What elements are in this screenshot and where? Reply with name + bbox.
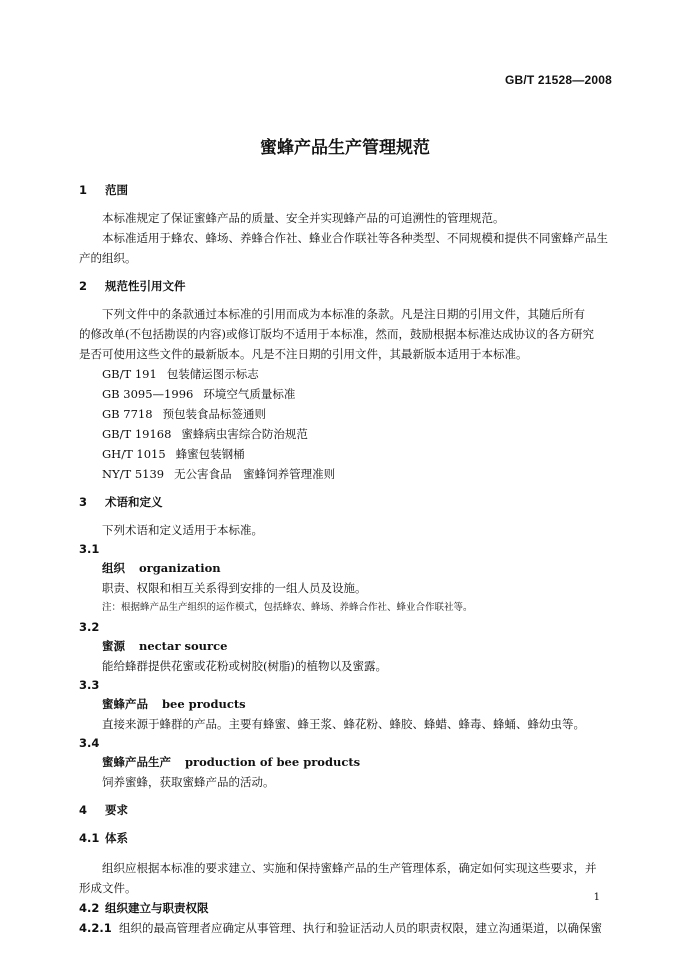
- reference-title: 蜜蜂病虫害综合防治规范: [181, 427, 308, 441]
- paragraph: 下列术语和定义适用于本标准。: [102, 523, 263, 537]
- term-en: bee products: [162, 697, 246, 711]
- section-number: 3: [79, 495, 88, 509]
- reference-item: [79, 424, 609, 444]
- document-code: GB/T 21528—2008: [504, 73, 612, 87]
- term-en: nectar source: [139, 639, 228, 653]
- paragraph: 本标准规定了保证蜜蜂产品的质量、安全并实现蜂产品的可追溯性的管理规范。: [102, 211, 505, 225]
- term-en: organization: [139, 561, 221, 575]
- section-2-heading: [79, 278, 609, 294]
- paragraph-continuation: 产的组织。: [79, 251, 137, 265]
- reference-title: 预包装食品标签通则: [162, 407, 267, 421]
- reference-code: GH/T 1015: [102, 447, 166, 461]
- term-name: [79, 558, 609, 578]
- subsection-title: 组织建立与职责权限: [105, 901, 209, 915]
- clause-number: 4.2.1: [79, 921, 112, 935]
- reference-code: GB 7718: [102, 407, 153, 421]
- section-number: 1: [79, 183, 88, 197]
- paragraph: 本标准适用于蜂农、蜂场、养蜂合作社、蜂业合作联社等各种类型、不同规模和提供不同蜜蜂产品生: [102, 231, 608, 245]
- reference-item: [79, 404, 609, 424]
- reference-title: 无公害食品 蜜蜂饲养管理准则: [174, 467, 336, 481]
- page-number: 1: [593, 892, 600, 903]
- paragraph-continuation: 是否可使用这些文件的最新版本。凡是不注日期的引用文件，其最新版本适用于本标准。: [79, 347, 528, 361]
- document-body: [79, 182, 609, 938]
- term-number: 3.2: [79, 620, 100, 634]
- subsection-number: 4.1: [79, 831, 100, 845]
- reference-code: GB/T 191: [102, 367, 157, 381]
- section-1-heading: [79, 182, 609, 198]
- subsection-4-2-heading: [79, 898, 609, 918]
- section-3-heading: [79, 494, 609, 510]
- reference-item: [79, 384, 609, 404]
- section-title: 规范性引用文件: [105, 279, 186, 293]
- section-number: 2: [79, 279, 88, 293]
- subsection-number: 4.2: [79, 901, 100, 915]
- clause-text: 组织的最高管理者应确定从事管理、执行和验证活动人员的职责权限，建立沟通渠道，以确保蜜: [119, 921, 602, 935]
- subsection-4-1-heading: [79, 828, 609, 848]
- clause-4-2-1: [79, 918, 609, 938]
- term-name: [79, 752, 609, 772]
- term-note: 注：根据蜂产品生产组织的运作模式，包括蜂农、蜂场、养蜂合作社、蜂业合作联社等。: [102, 602, 473, 613]
- section-title: 范围: [105, 183, 128, 197]
- term-definition: 能给蜂群提供花蜜或花粉或树胶(树脂)的植物以及蜜露。: [102, 659, 387, 673]
- paragraph: 组织应根据本标准的要求建立、实施和保持蜜蜂产品的生产管理体系，确定如何实现这些要求，并: [102, 861, 597, 875]
- reference-title: 包装储运图示标志: [166, 367, 259, 381]
- reference-code: NY/T 5139: [102, 467, 165, 481]
- term-name: [79, 636, 609, 656]
- section-title: 术语和定义: [105, 495, 163, 509]
- paragraph: 下列文件中的条款通过本标准的引用而成为本标准的条款。凡是注日期的引用文件，其随后所有: [102, 307, 585, 321]
- reference-title: 蜂蜜包装钢桶: [175, 447, 245, 461]
- term-definition: 饲养蜜蜂，获取蜜蜂产品的活动。: [102, 775, 275, 789]
- term-definition: 直接来源于蜂群的产品。主要有蜂蜜、蜂王浆、蜂花粉、蜂胶、蜂蜡、蜂毒、蜂蛹、蜂幼虫等。: [102, 717, 585, 731]
- term-en: production of bee products: [185, 755, 361, 769]
- paragraph-continuation: 形成文件。: [79, 881, 137, 895]
- reference-item: [79, 444, 609, 464]
- section-number: 4: [79, 803, 88, 817]
- page-title: 蜜蜂产品生产管理规范: [260, 138, 430, 158]
- section-4-heading: [79, 802, 609, 818]
- term-zh: 蜜源: [102, 639, 125, 653]
- term-definition: 职责、权限和相互关系得到安排的一组人员及设施。: [102, 581, 367, 595]
- term-number: 3.3: [79, 678, 100, 692]
- reference-code: GB/T 19168: [102, 427, 172, 441]
- term-number: 3.4: [79, 736, 100, 750]
- term-zh: 组织: [102, 561, 125, 575]
- reference-code: GB 3095—1996: [102, 387, 194, 401]
- term-zh: 蜜蜂产品: [102, 697, 148, 711]
- subsection-title: 体系: [105, 831, 128, 845]
- reference-title: 环境空气质量标准: [203, 387, 296, 401]
- reference-item: [79, 364, 609, 384]
- section-title: 要求: [105, 803, 128, 817]
- paragraph-continuation: 的修改单(不包括勘误的内容)或修订版均不适用于本标准，然而，鼓励根据本标准达成协议的各方研究: [79, 327, 594, 341]
- term-zh: 蜜蜂产品生产: [102, 755, 171, 769]
- term-name: [79, 694, 609, 714]
- reference-item: [79, 464, 609, 484]
- term-number: 3.1: [79, 542, 100, 556]
